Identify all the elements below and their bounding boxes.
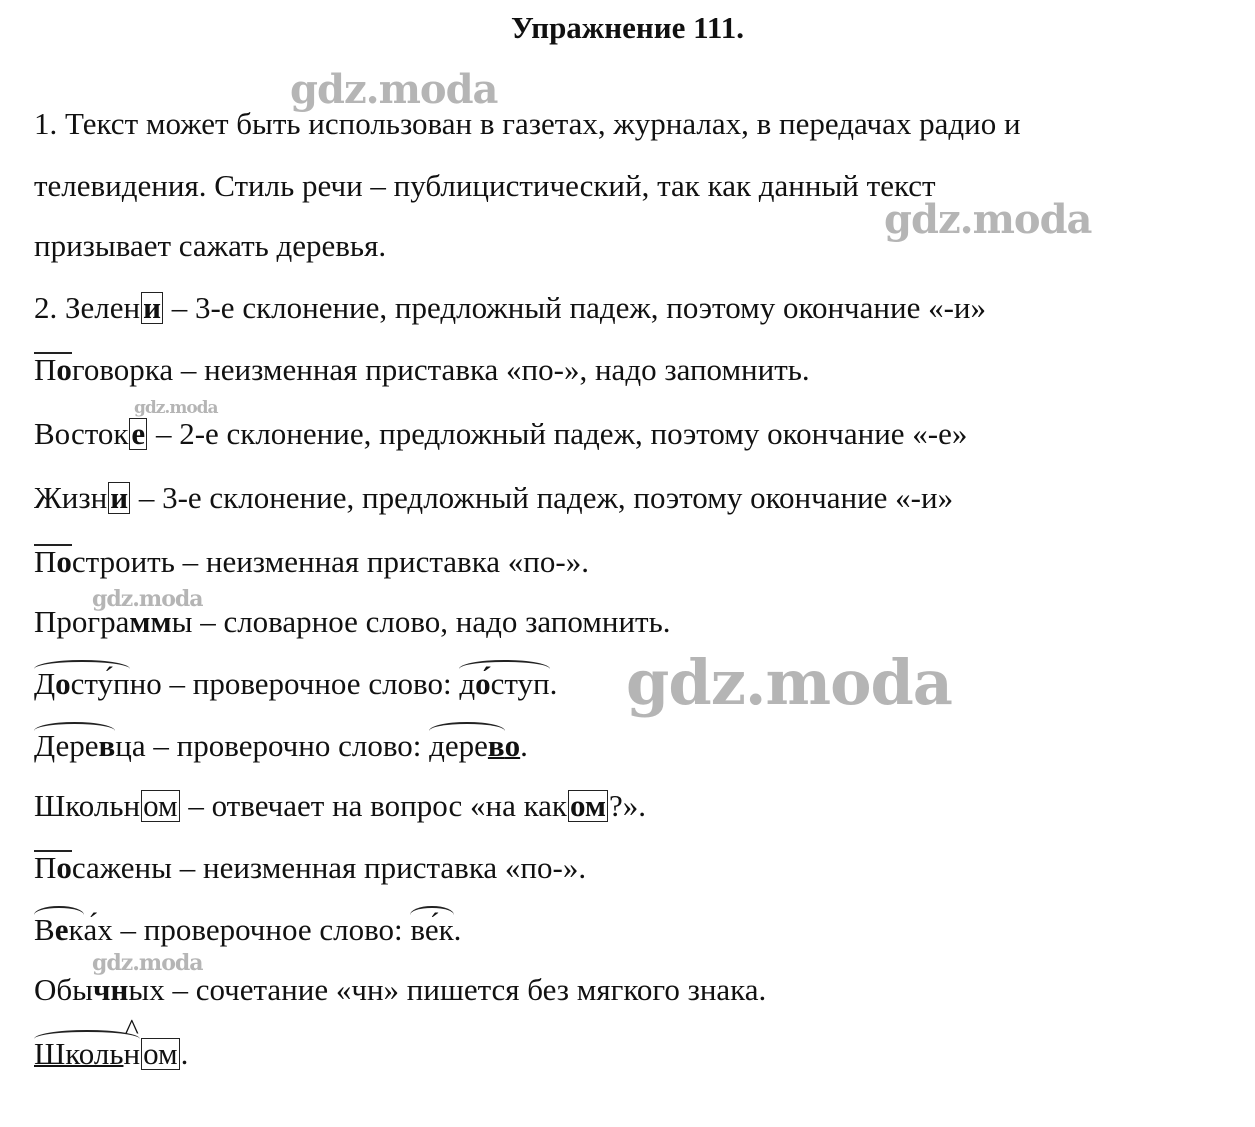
word-stem: говорка bbox=[71, 352, 174, 387]
ending-box: ом bbox=[143, 788, 178, 823]
item-derevtsa: Деревца – проверочно слово: дерево. bbox=[34, 728, 528, 763]
period: . bbox=[180, 1036, 189, 1071]
ending-box: и bbox=[110, 480, 129, 515]
word-stem: Восток bbox=[34, 416, 129, 451]
explanation-end: ?». bbox=[609, 788, 647, 823]
item-vostoke bbox=[34, 416, 967, 452]
ending-box: е bbox=[131, 416, 146, 451]
root-mark: Век bbox=[34, 912, 84, 947]
text-line: призывает сажать деревья. bbox=[34, 228, 387, 263]
prefix-mark: По bbox=[34, 352, 72, 387]
prefix-mark: По bbox=[34, 544, 72, 579]
explanation: – неизменная приставка «по-». bbox=[174, 544, 589, 579]
watermark: gdz.moda bbox=[134, 398, 218, 418]
exercise-title: Упражнение 111. bbox=[511, 10, 744, 45]
watermark: gdz.moda bbox=[626, 646, 952, 719]
explanation: – словарное слово, надо запомнить. bbox=[192, 604, 671, 639]
word-stem: Жизн bbox=[34, 480, 108, 515]
watermark: gdz.moda bbox=[92, 586, 203, 612]
explanation: – 2-е склонение, предложный падеж, поэтому окончание «-е» bbox=[148, 416, 968, 451]
explanation: – 3-е склонение, предложный падеж, поэтому окончание «-и» bbox=[131, 480, 954, 515]
explanation: – отвечает на вопрос «на как bbox=[180, 788, 567, 823]
watermark: gdz.moda bbox=[884, 196, 1092, 243]
question-ending-box: ом bbox=[570, 788, 607, 823]
explanation: – неизменная приставка «по-». bbox=[171, 850, 587, 885]
ending-box: и bbox=[143, 290, 161, 325]
item-final bbox=[34, 1036, 188, 1072]
item-programmy bbox=[34, 604, 671, 640]
prefix-mark: По bbox=[34, 850, 72, 885]
highlight-letters: мм bbox=[129, 604, 172, 639]
explanation: – проверочное слово: bbox=[112, 912, 411, 947]
item-zhizni bbox=[34, 480, 953, 516]
word-part: ы bbox=[171, 604, 193, 639]
check-ending: о bbox=[504, 728, 521, 763]
item-dostupno: Досту́пно – проверочное слово: до́ступ. bbox=[34, 666, 558, 701]
check-word: ве́к bbox=[410, 912, 454, 947]
check-word: до́ступ bbox=[459, 666, 550, 701]
word-stem: 2. Зелен bbox=[34, 290, 141, 325]
root-mark: Школь^ н bbox=[34, 1036, 140, 1072]
word-stem: сажены bbox=[71, 850, 172, 885]
explanation: – проверочное слово: bbox=[161, 666, 460, 701]
explanation: – сочетание «чн» пишется без мягкого знака. bbox=[164, 972, 767, 1007]
text-line: 1. Текст может быть использован в газетах, журналах, в передачах радио и bbox=[34, 106, 1021, 141]
item-posazheny bbox=[34, 850, 586, 886]
word-part: Програ bbox=[34, 604, 130, 639]
word-stem: строить bbox=[71, 544, 175, 579]
ending-box: ом bbox=[143, 1036, 178, 1071]
root-mark: Дерев bbox=[34, 728, 116, 763]
word-stem: Школьн bbox=[34, 788, 141, 823]
text-line: телевидения. Стиль речи – публицистический, так как данный текст bbox=[34, 168, 936, 203]
watermark: gdz.moda bbox=[290, 66, 498, 113]
watermark: gdz.moda bbox=[92, 950, 203, 976]
item-shkolnom bbox=[34, 788, 646, 824]
root-mark: Досту́п bbox=[34, 666, 130, 701]
item-pogovorka bbox=[34, 352, 810, 388]
explanation: – неизменная приставка «по-», надо запомнить. bbox=[173, 352, 810, 387]
check-word: дерев bbox=[429, 728, 505, 763]
item-zeleni bbox=[34, 290, 986, 326]
item-vekah: Века́х – проверочное слово: ве́к. bbox=[34, 912, 462, 947]
explanation: – проверочно слово: bbox=[145, 728, 430, 763]
explanation: – 3-е склонение, предложный падеж, поэтому окончание «-и» bbox=[163, 290, 986, 325]
item-postroit bbox=[34, 544, 589, 580]
item-obychnyh: Обычных – сочетание «чн» пишется без мягкого знака. bbox=[34, 972, 767, 1007]
